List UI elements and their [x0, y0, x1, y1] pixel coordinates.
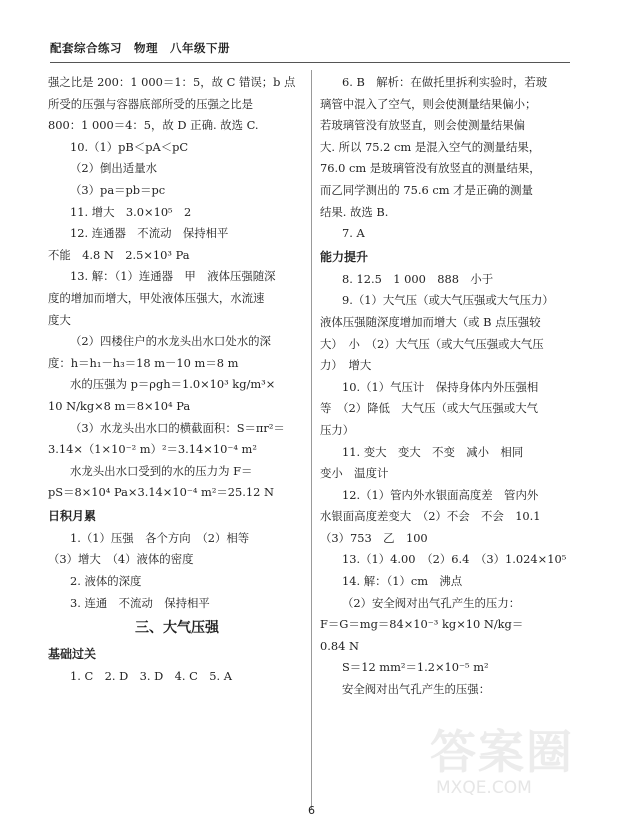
text-line: 压力） — [320, 422, 355, 437]
text-line: 变小 温度计 — [320, 466, 389, 481]
text-line: 3.14×（1×10⁻² m）²＝3.14×10⁻⁴ m² — [48, 442, 257, 457]
text-line: 11. 变大 变大 不变 减小 相同 — [342, 444, 524, 459]
text-line: 14. 解：（1）cm 沸点 — [342, 574, 463, 589]
text-line: 不能 4.8 N 2.5×10³ Pa — [48, 247, 190, 262]
text-line: （3）753 乙 100 — [320, 530, 428, 545]
text-line: 10 N/kg×8 m＝8×10⁴ Pa — [48, 398, 191, 413]
watermark-url: MXQE.COM — [436, 778, 532, 798]
text-line: 水银面高度差变大 （2）不会 不会 10.1 — [320, 509, 541, 524]
page-number: 6 — [308, 804, 315, 817]
text-line: 800：1 000＝4：5，故 D 正确. 故选 C. — [48, 118, 259, 133]
text-line: 8. 12.5 1 000 888 小于 — [342, 271, 494, 286]
text-line: 1. C 2. D 3. D 4. C 5. A — [70, 669, 232, 684]
text-line: 0.84 N — [320, 638, 359, 653]
text-line: 13.（1）4.00 （2）6.4 （3）1.024×10⁵ — [342, 552, 567, 567]
text-line: 而乙同学测出的 75.6 cm 才是正确的测量 — [320, 182, 533, 197]
text-line: 9.（1）大气压（或大气压强或大气压力） — [342, 293, 554, 308]
text-line: （2）四楼住户的水龙头出水口处水的深 — [70, 334, 271, 349]
text-line: 水龙头出水口受到的水的压力为 F＝ — [70, 463, 253, 478]
text-line: 76.0 cm 是玻璃管没有放竖直的测量结果， — [320, 161, 541, 176]
text-line: 1.（1）压强 各个方向 （2）相等 — [70, 530, 250, 545]
text-line: 水的压强为 p＝ρgh＝1.0×10³ kg/m³× — [70, 377, 276, 392]
text-line: 大. 所以 75.2 cm 是混入空气的测量结果， — [320, 139, 541, 154]
section-subheading: 能力提升 — [320, 249, 369, 264]
text-line: F＝G＝mg＝84×10⁻³ kg×10 N/kg＝ — [320, 617, 524, 632]
text-line: 11. 增大 3.0×10⁵ 2 — [70, 204, 192, 219]
text-line: 结果. 故选 B. — [320, 204, 389, 219]
text-line: 12.（1）管内外水银面高度差 管内外 — [342, 487, 539, 502]
text-line: 3. 连通 不流动 保持相平 — [70, 595, 210, 610]
header-rule — [50, 62, 570, 63]
text-line: （2）安全阀对出气孔产生的压力： — [342, 595, 521, 610]
text-line: 度的增加而增大，甲处液体压强大，水流速 — [48, 290, 265, 305]
watermark-logo: 答案圈 — [430, 725, 574, 779]
text-line: （3）水龙头出水口的横截面积：S＝πr²＝ — [70, 420, 285, 435]
text-line: 大） 小 （2）大气压（或大气压强或大气压 — [320, 336, 544, 351]
text-line: 2. 液体的深度 — [70, 574, 142, 589]
text-line: 13. 解：（1）连通器 甲 液体压强随深 — [70, 269, 276, 284]
text-line: 10.（1）气压计 保持身体内外压强相 — [342, 379, 539, 394]
left-column — [48, 72, 306, 688]
text-line: （3）pa＝pb＝pc — [70, 182, 166, 197]
text-line: 若玻璃管没有放竖直，则会使测量结果偏 — [320, 118, 526, 133]
page-header: 配套综合练习 物理 八年级下册 — [50, 41, 230, 55]
text-line: 6. B 解析：在做托里拆利实验时，若玻 — [342, 75, 548, 89]
text-line: 璃管中混入了空气，则会使测量结果偏小； — [320, 96, 537, 111]
text-line: （3）增大 （4）液体的密度 — [48, 552, 194, 567]
text-line: 10.（1）pB＜pA＜pC — [70, 139, 189, 154]
section-subheading: 日积月累 — [48, 508, 97, 523]
text-line: 度大 — [48, 312, 71, 327]
text-line: 7. A — [342, 226, 365, 241]
text-line: 所受的压强与容器底部所受的压强之比是 — [48, 96, 254, 111]
text-line: pS＝8×10⁴ Pa×3.14×10⁻⁴ m²＝25.12 N — [48, 485, 274, 500]
column-divider — [311, 70, 312, 810]
text-line: 力） 增大 — [320, 358, 372, 373]
text-line: 液体压强随深度增加而增大（或 B 点压强较 — [320, 314, 541, 329]
section-title: 三、大气压强 — [135, 620, 219, 637]
text-line: 等 （2）降低 大气压（或大气压强或大气 — [320, 401, 538, 416]
text-line: 度：h＝h₁－h₃＝18 m－10 m＝8 m — [48, 355, 239, 370]
section-subheading: 基础过关 — [48, 647, 97, 662]
text-line: 强之比是 200：1 000＝1：5，故 C 错误；b 点 — [48, 75, 296, 89]
text-line: 12. 连通器 不流动 保持相平 — [70, 226, 229, 241]
text-line: （2）倒出适量水 — [70, 161, 157, 176]
right-column — [320, 72, 582, 701]
text-line: 安全阀对出气孔产生的压强： — [342, 682, 491, 697]
text-line: S＝12 mm²＝1.2×10⁻⁵ m² — [342, 660, 489, 675]
